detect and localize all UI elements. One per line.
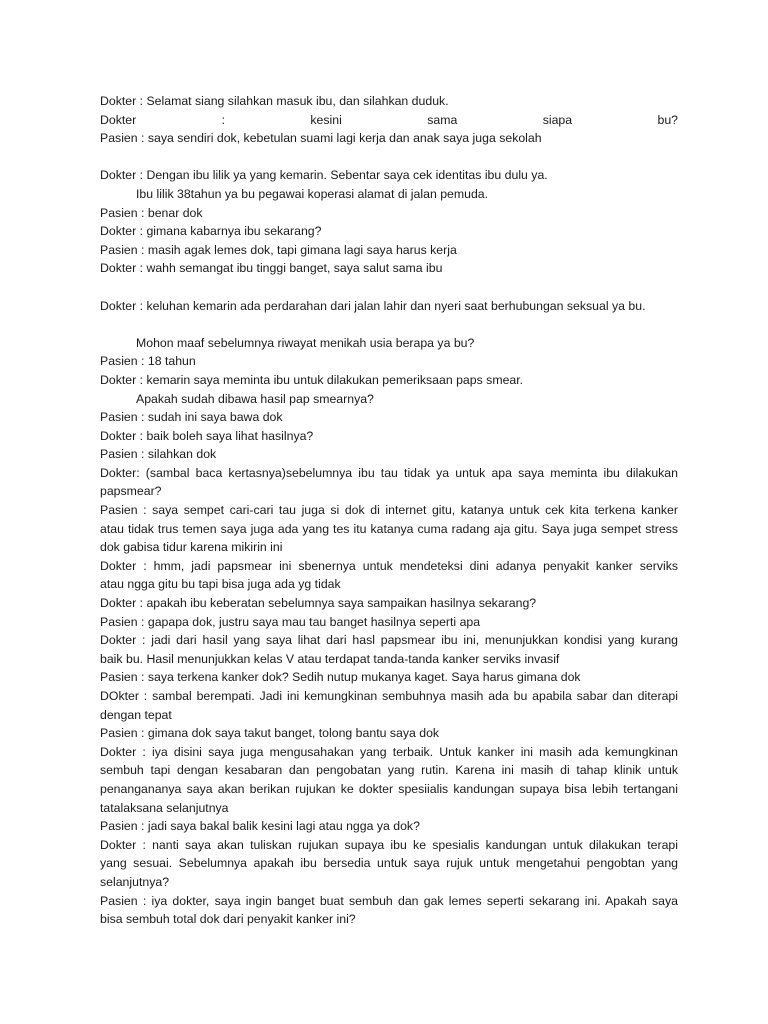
dialogue-line: DOkter : sambal berempati. Jadi ini kemungkinan sembuhnya masih ada bu apabila sabar dan diterapi (100, 689, 678, 703)
dialogue-line: Pasien : jadi saya bakal balik kesini lagi atau ngga ya dok? (100, 819, 420, 834)
dialogue-line: bisa sembuh total dok dari penyakit kanker ini? (100, 912, 356, 927)
dialogue-line: Pasien : silahkan dok (100, 447, 217, 462)
dialogue-line: Pasien : iya dokter, saya ingin banget buat sembuh dan gak lemes seperti sekarang ini. Apakah saya (100, 893, 678, 908)
dialogue-line: sembuh tapi dengan kesabaran dan pengobatan yang rutin. Karena ini masih di tahap klinik untuk (100, 763, 678, 778)
dialogue-line: atau tidak trus temen saya juga ada yang tes itu katanya cuma radang aja gitu. Saya juga sempet stress (100, 521, 678, 536)
dialogue-line: tatalaksana selanjutnya (100, 800, 229, 815)
paragraph-gap (100, 278, 678, 297)
dialogue-line: Dokter : hmm, jadi papsmear ini sbenernya untuk mendeteksi dini adanya penyakit kanker serviks (100, 558, 678, 573)
dialogue-line: papsmear? (100, 484, 162, 499)
dialogue-line: Pasien : masih agak lemes dok, tapi gimana lagi saya harus kerja (100, 242, 457, 257)
dialogue-line: dengan tepat (100, 707, 172, 722)
dialogue-line: selanjutnya? (100, 874, 170, 889)
dialogue-line: Dokter : jadi dari hasil yang saya lihat dari hasl papsmear ibu ini, menunjukkan kondisi yang kurang (100, 633, 678, 648)
dialogue-line: Dokter: (sambal baca kertasnya)sebelumnya ibu tau tidak ya untuk apa saya meminta ibu dilakukan (100, 465, 678, 480)
dialogue-line: Pasien : saya sempet cari-cari tau juga si dok di internet gitu, katanya untuk cek kita terkena kanker (100, 503, 678, 518)
dialogue-line: penangananya saya akan berikan rujukan ke dokter spesiialis kandungan supaya bisa lebih tertangani (100, 781, 678, 796)
dialogue-line: Ibu lilik 38tahun ya bu pegawai koperasi alamat di jalan pemuda. (136, 186, 489, 201)
dialogue-line: Pasien : gimana dok saya takut banget, tolong bantu saya dok (100, 726, 440, 741)
dialogue-line: Dokter : wahh semangat ibu tinggi banget, saya salut sama ibu (100, 261, 443, 276)
dialogue-text-block (100, 92, 678, 929)
dialogue-line: Dokter : Dengan ibu lilik ya yang kemarin. Sebentar saya cek identitas ibu dulu ya. (100, 168, 548, 183)
dialogue-line: Pasien : saya sendiri dok, kebetulan suami lagi kerja dan anak saya juga sekolah (100, 131, 542, 146)
dialogue-line: Dokter : Selamat siang silahkan masuk ibu, dan silahkan duduk. (100, 94, 449, 108)
dialogue-line: Pasien : benar dok (100, 205, 203, 220)
dialogue-line: baik bu. Hasil menunjukkan kelas V atau terdapat tanda-tanda kanker serviks invasif (100, 651, 560, 666)
dialogue-line: Pasien : saya terkena kanker dok? Sedih nutup mukanya kaget. Saya harus gimana dok (100, 670, 581, 685)
dialogue-line: Pasien : sudah ini saya bawa dok (100, 410, 283, 425)
dialogue-line: Dokter : keluhan kemarin ada perdarahan dari jalan lahir dan nyeri saat berhubungan seksual ya bu. (100, 298, 646, 313)
paragraph-gap (100, 315, 678, 334)
dialogue-line: Dokter : baik boleh saya lihat hasilnya? (100, 428, 314, 443)
paragraph-gap (100, 148, 678, 167)
dialogue-line: Dokter : iya disini saya juga mengusahakan yang terbaik. Untuk kanker ini masih ada kemungkinan (100, 744, 678, 759)
dialogue-line: Dokter : kemarin saya meminta ibu untuk dilakukan pemeriksaan paps smear. (100, 372, 524, 387)
dialogue-line: Dokter : kesini sama siapa bu? (100, 112, 678, 127)
dialogue-line: yang sesuai. Sebelumnya apakah ibu bersedia untuk saya rujuk untuk mengetahui pengobtan yang (100, 856, 678, 871)
dialogue-line: Pasien : gapapa dok, justru saya mau tau banget hasilnya seperti apa (100, 614, 481, 629)
dialogue-line: Dokter : nanti saya akan tuliskan rujukan supaya ibu ke spesialis kandungan untuk dilakukan terapi (100, 837, 678, 852)
dialogue-line: Pasien : 18 tahun (100, 354, 196, 369)
dialogue-line: dok gabisa tidur karena mikirin ini (100, 540, 283, 555)
dialogue-line: Dokter : apakah ibu keberatan sebelumnya saya sampaikan hasilnya sekarang? (100, 596, 537, 611)
dialogue-line: atau ngga gitu bu tapi bisa juga ada yg tidak (100, 577, 341, 592)
dialogue-line: Mohon maaf sebelumnya riwayat menikah usia berapa ya bu? (136, 335, 475, 350)
dialogue-line: Apakah sudah dibawa hasil pap smearnya? (136, 391, 374, 406)
dialogue-line: Dokter : gimana kabarnya ibu sekarang? (100, 224, 322, 239)
